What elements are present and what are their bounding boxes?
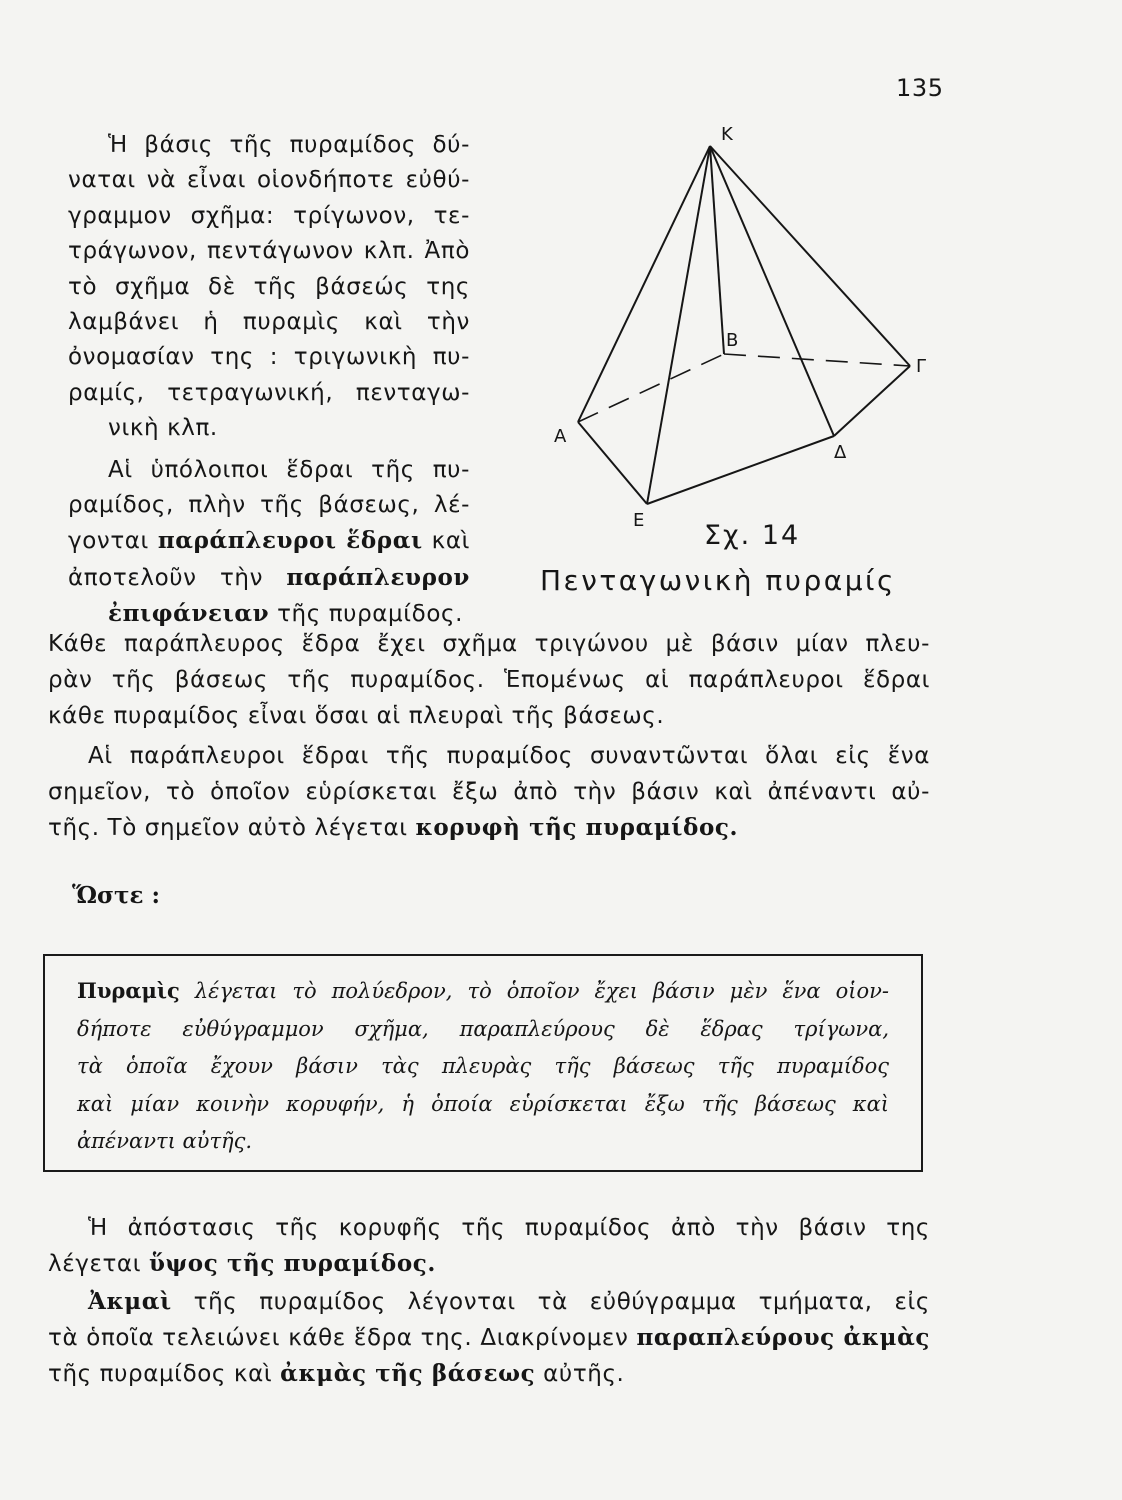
text-line xyxy=(48,1284,930,1320)
vertex-label-E: Ε xyxy=(633,510,645,531)
text-fragment: καὶ xyxy=(422,528,470,555)
text-fragment: λέγεται τὸ πολύεδρον, τὸ ὁποῖον ἔχει βάσιν μὲν ἕνα οἱον- xyxy=(179,979,889,1003)
paragraph-edges xyxy=(48,1284,930,1392)
text-line: Αἱ ὑπόλοιποι ἕδραι τῆς πυ- xyxy=(108,456,470,483)
text-fragment: τῆς. Τὸ σημεῖον αὐτὸ λέγεται xyxy=(48,815,416,841)
text-line: γονται xyxy=(68,528,158,555)
text-line xyxy=(48,1246,930,1282)
edge-E-D xyxy=(647,436,834,504)
paragraph-base-shape xyxy=(68,128,470,447)
vertex-label-G: Γ xyxy=(916,356,927,377)
text-fragment: τῆς πυραμίδος καὶ xyxy=(48,1361,281,1387)
page-number: 135 xyxy=(896,74,944,102)
edge-K-G xyxy=(710,146,910,366)
text-line: Αἱ παράπλευροι ἕδραι τῆς πυραμίδος συναντῶνται ὅλαι εἰς ἕνα xyxy=(88,743,930,769)
hidden-edge-A-B xyxy=(578,354,724,422)
text-line: ραμίς, τετραγωνική, πενταγω- xyxy=(68,379,470,406)
text-line xyxy=(48,1356,930,1392)
text-line: της λαμβάνει ἡ πυραμὶς καὶ τὴν xyxy=(68,273,470,336)
term-edges: Ἀκμαὶ xyxy=(88,1288,172,1315)
definition-line xyxy=(77,972,889,1011)
figure-number: Σχ. 14 xyxy=(704,520,801,551)
term-apex: κορυφὴ τῆς πυραμίδος. xyxy=(415,814,739,841)
text-line: κάθε πυραμίδος εἶναι ὅσαι αἱ πλευραὶ τῆς βάσεως. xyxy=(48,703,665,729)
term-base-edges: ἀκμὰς τῆς βάσεως xyxy=(280,1360,536,1387)
text-line xyxy=(48,810,930,846)
definition-line: καὶ μίαν κοινὴν κορυφήν, ἡ ὁποία εὑρίσκεται ἔξω τῆς βάσεως καὶ xyxy=(77,1091,889,1116)
definition-line: δήποτε εὐθύγραμμον σχῆμα, παραπλεύρους δὲ ἕδρας τρίγωνα, xyxy=(77,1016,889,1041)
term-height: ὕψος τῆς πυραμίδος. xyxy=(149,1250,437,1277)
figure-pentagonal-pyramid xyxy=(536,122,936,612)
text-fragment: ἀποτελοῦν τὴν xyxy=(68,564,287,591)
paragraph-lateral-faces xyxy=(68,453,470,633)
text-fragment: τὰ ὁποῖα τελειώνει κάθε ἕδρα της. Διακρίνομεν xyxy=(48,1325,637,1351)
text-line xyxy=(48,1320,930,1356)
term-lateral-surface: παράπλευρον xyxy=(286,563,470,591)
term-lateral-faces: παράπλευροι ἕδραι xyxy=(157,527,423,555)
text-line: ὀνομασίαν της : τριγωνικὴ πυ- xyxy=(68,344,470,371)
text-line: νικὴ κλπ. xyxy=(108,415,218,442)
term-surface: ἐπιφάνειαν xyxy=(108,600,270,628)
term-lateral-edges: παραπλεύρους ἀκμὰς xyxy=(636,1324,930,1351)
text-line: ραμίδος, πλὴν τῆς βάσεως, λέ- xyxy=(68,492,470,519)
edge-D-G xyxy=(834,366,910,436)
paragraph-apex xyxy=(48,738,930,846)
paragraph-height xyxy=(48,1210,930,1282)
definition-term: Πυραμὶς xyxy=(77,978,180,1003)
text-fragment: λέγεται xyxy=(48,1251,149,1277)
text-line: ρὰν τῆς βάσεως τῆς πυραμίδος. Ἑπομένως αἱ παράπλευροι ἕδραι xyxy=(48,667,930,693)
text-line: σημεῖον, τὸ ὁποῖον εὑρίσκεται ἔξω ἀπὸ τὴν βάσιν καὶ ἀπέναντι αὐ- xyxy=(48,779,930,805)
text-line: Ἀπὸ τὸ σχῆμα δὲ τῆς βάσεώς xyxy=(68,238,470,300)
definition-line: τὰ ὁποῖα ἔχουν βάσιν τὰς πλευρὰς τῆς βάσεως τῆς πυραμίδος xyxy=(77,1054,889,1078)
text-line: Ἡ ἀπόστασις τῆς κορυφῆς τῆς πυραμίδος ἀπὸ τὴν βάσιν της xyxy=(88,1215,930,1241)
vertex-label-B: Β xyxy=(726,330,739,351)
text-line: τράγωνον, πεντάγωνον κλπ. xyxy=(68,238,415,265)
vertex-label-K: Κ xyxy=(721,124,733,145)
text-line: Ἡ βάσις τῆς πυραμίδος δύ- xyxy=(108,132,470,158)
left-column xyxy=(68,128,470,633)
text-fragment: τῆς πυραμίδος. xyxy=(269,601,464,628)
edge-K-A xyxy=(578,146,710,422)
edge-K-B xyxy=(710,146,724,354)
text-fragment: τῆς πυραμίδος λέγονται τὰ εὐθύγραμμα τμήματα, εἰς xyxy=(171,1289,930,1315)
text-fragment: αὐτῆς. xyxy=(535,1361,625,1387)
edge-K-D xyxy=(710,146,834,436)
definition-line: ἀπέναντι αὐτῆς. xyxy=(77,1129,253,1153)
figure-caption: Πενταγωνικὴ πυραμίς xyxy=(540,564,896,597)
vertex-label-D: Δ xyxy=(834,442,847,463)
edge-A-E xyxy=(578,422,647,504)
hidden-edge-B-G xyxy=(724,354,910,366)
paragraph-lateral-face-shape xyxy=(48,626,930,734)
vertex-label-A: Α xyxy=(554,426,567,447)
edge-K-E xyxy=(647,146,710,504)
definition-box xyxy=(43,954,923,1172)
text-line: Κάθε παράπλευρος ἕδρα ἔχει σχῆμα τριγώνου μὲ βάσιν μίαν πλευ- xyxy=(48,631,930,657)
heading-hoste: Ὥστε : xyxy=(72,882,160,909)
text-line: ναται νὰ εἶναι οἱονδήποτε εὐθύ- xyxy=(68,167,470,194)
text-line: γραμμον σχῆμα: τρίγωνον, τε- xyxy=(68,202,470,229)
